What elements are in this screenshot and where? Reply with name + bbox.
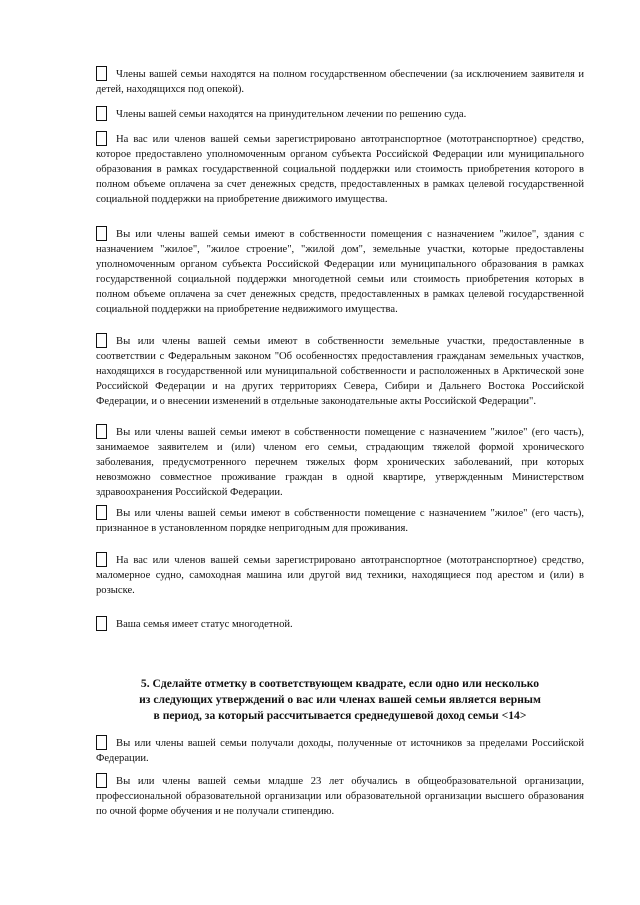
statement-text: Вы или члены вашей семьи имеют в собственности помещение с назначением "жилое" (его часть), признанное в установленном порядке непригодным для проживания.: [96, 508, 584, 534]
checkbox[interactable]: [96, 735, 107, 750]
statement-text: Члены вашей семьи находятся на полном государственном обеспечении (за исключением заявителя и детей, находящихся под опекой).: [96, 69, 584, 95]
checkbox[interactable]: [96, 66, 107, 81]
heading-line: из следующих утверждений о вас или членах вашей семьи является верным: [139, 693, 541, 706]
statement-text: Вы или члены вашей семьи имеют в собственности помещения с назначением "жилое", здания с назначением "жилое", "жилое строение", "жилой дом", земельные участки, которые предоставлены уполномоченным органом субъекта Российской Федерации или муниципального образования в рамках государственной социальной поддержки многодетной семьи или стоимость приобретения которых в полном объеме оплачена за счет денежных средств, предоставленных в рамках целевой государственной социальной поддержки на приобретение недвижимого имущества.: [96, 229, 584, 315]
statement-text: Вы или члены вашей семьи получали доходы, полученные от источников за пределами Российской Федерации.: [96, 738, 584, 764]
checkbox[interactable]: [96, 552, 107, 567]
statement-unfit-housing: [96, 505, 584, 536]
checkbox[interactable]: [96, 773, 107, 788]
statement-housing-support: [96, 226, 584, 317]
heading-line: 5. Сделайте отметку в соответствующем квадрате, если одно или несколько: [140, 677, 540, 690]
statement-large-family: [96, 616, 584, 632]
statement-compulsory-treatment: [96, 106, 584, 122]
statement-text: На вас или членов вашей семьи зарегистрировано автотранспортное (мототранспортное) средство, которое предоставлено уполномоченным органом субъекта Российской Федерации или муниципального образования в рамках государственной социальной поддержки или стоимость приобретения которого в полном объеме оплачена за счет денежных средств, предоставленных в рамках целевой государственной социальной поддержки на приобретение движимого имущества.: [96, 134, 584, 205]
statement-vehicle-arrest: [96, 552, 584, 598]
checkbox[interactable]: [96, 616, 107, 631]
statement-student-no-stipend: [96, 773, 584, 819]
statement-text: На вас или членов вашей семьи зарегистрировано автотранспортное (мототранспортное) средство, маломерное судно, самоходная машина или другой вид техники, находящиеся под арестом и (или) в розыске.: [96, 555, 584, 596]
heading-line: в период, за который рассчитывается среднедушевой доход семьи <14>: [153, 709, 527, 722]
statement-text: Члены вашей семьи находятся на принудительном лечении по решению суда.: [116, 109, 467, 120]
statement-vehicle-support: [96, 131, 584, 207]
checkbox[interactable]: [96, 424, 107, 439]
statement-arctic-land: [96, 333, 584, 409]
statement-text: Вы или члены вашей семьи имеют в собственности земельные участки, предоставленные в соответствии с Федеральным законом "Об особенностях предоставления гражданам земельных участков, находящихся в государственной или муниципальной собственности и расположенных в Арктической зоне Российской Федерации и на других территориях Севера, Сибири и Дальнего Востока Российской Федерации, и о внесении изменений в отдельные законодательные акты Российской Федерации".: [96, 336, 584, 407]
statement-foreign-income: [96, 735, 584, 766]
statement-state-support: [96, 66, 584, 97]
section-5-heading: [96, 676, 584, 724]
checkbox[interactable]: [96, 505, 107, 520]
statement-text: Ваша семья имеет статус многодетной.: [116, 619, 293, 630]
statement-text: Вы или члены вашей семьи имеют в собственности помещение с назначением "жилое" (его часть), занимаемое заявителем и (или) членом его семьи, страдающим тяжелой формой хронического заболевания, предусмотренного перечнем тяжелых форм хронических заболеваний, при которых невозможно совместное проживание граждан в одной квартире, утвержденным Министерством здравоохранения Российской Федерации.: [96, 427, 584, 498]
statement-chronic-disease-housing: [96, 424, 584, 500]
checkbox[interactable]: [96, 131, 107, 146]
checkbox[interactable]: [96, 333, 107, 348]
checkbox[interactable]: [96, 106, 107, 121]
statement-text: Вы или члены вашей семьи младше 23 лет обучались в общеобразовательной организации, профессиональной образовательной организации или образовательной организации высшего образования по очной форме обучения и не получали стипендию.: [96, 776, 584, 817]
checkbox[interactable]: [96, 226, 107, 241]
